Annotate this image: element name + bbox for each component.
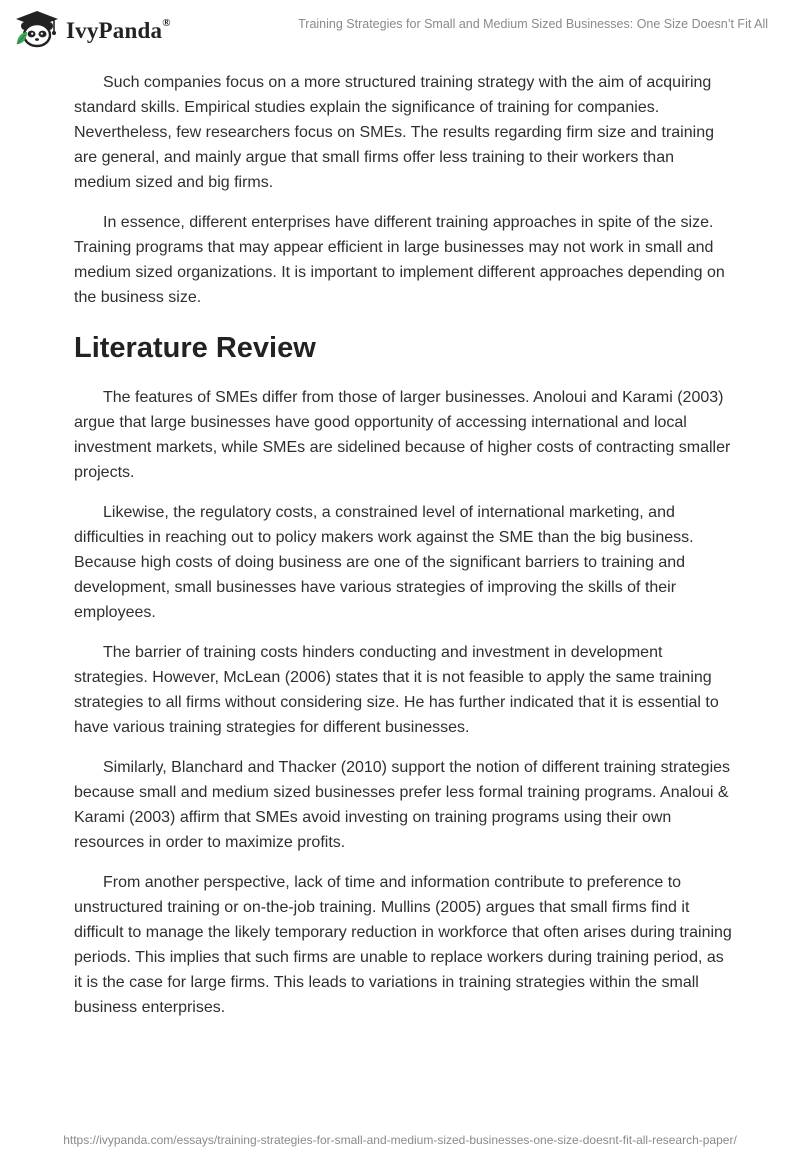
brand-name: [66, 18, 171, 44]
paragraph: Such companies focus on a more structured training strategy with the aim of acquiring standard skills. Empirical studies explain the significance of training for companies. Nevertheless, few researchers focus on SMEs. The results regarding firm size and training are general, and mainly argue that small firms offer less training to their workers than medium sized and big firms.: [74, 74, 714, 191]
document-title: Training Strategies for Small and Medium Sized Businesses: One Size Doesn’t Fit All: [298, 17, 768, 31]
paragraph: From another perspective, lack of time and information contribute to preference to unstructured training or on-the-job training. Mullins (2005) argues that small firms find it difficult to manage the likely temporary reduction in workforce that often arises during training periods. This implies that such firms are unable to replace workers during training period, as it is the case for large firms. This leads to variations in training strategies within the small business enterprises.: [74, 874, 732, 1016]
paragraph: Similarly, Blanchard and Thacker (2010) support the notion of different training strategies because small and medium sized businesses prefer less formal training programs. Analoui & Karami (2003) affirm that SMEs avoid investing on training programs using their own resources in order to maximize profits.: [74, 759, 731, 851]
paragraph: The features of SMEs differ from those of larger businesses. Anoloui and Karami (2003) argue that large businesses have good opportunity of accessing international and local investment markets, while SMEs are sidelined because of higher costs of contracting smaller projects.: [74, 389, 731, 481]
registered-mark: ®: [162, 17, 171, 30]
ivypanda-logo[interactable]: [14, 10, 171, 50]
panda-graduate-logo-icon: [14, 10, 60, 50]
paragraph: In essence, different enterprises have different training approaches in spite of the size. Training programs that may appear efficient in large businesses may not work in small and medium sized organizations. It is important to implement different approaches depending on the business size.: [74, 214, 725, 306]
paragraph: The barrier of training costs hinders conducting and investment in development strategies. However, McLean (2006) states that it is not feasible to apply the same training strategies to all firms without considering size. He has further indicated that it is essential to have various training strategies for different businesses.: [74, 644, 719, 736]
section-heading: Literature Review: [74, 332, 316, 364]
brand-name-text: IvyPanda: [66, 18, 163, 43]
paragraph: Likewise, the regulatory costs, a constrained level of international marketing, and difficulties in reaching out to policy makers work against the SME than the big business. Because high costs of doing business are one of the significant barriers to training and development, small businesses have various strategies of improving the skills of their employees.: [74, 504, 694, 621]
page-header: [0, 0, 800, 62]
article-body: [74, 70, 734, 1035]
source-url[interactable]: https://ivypanda.com/essays/training-strategies-for-small-and-medium-sized-businesses-one-size-doesnt-fit-all-research-paper/: [63, 1133, 737, 1147]
